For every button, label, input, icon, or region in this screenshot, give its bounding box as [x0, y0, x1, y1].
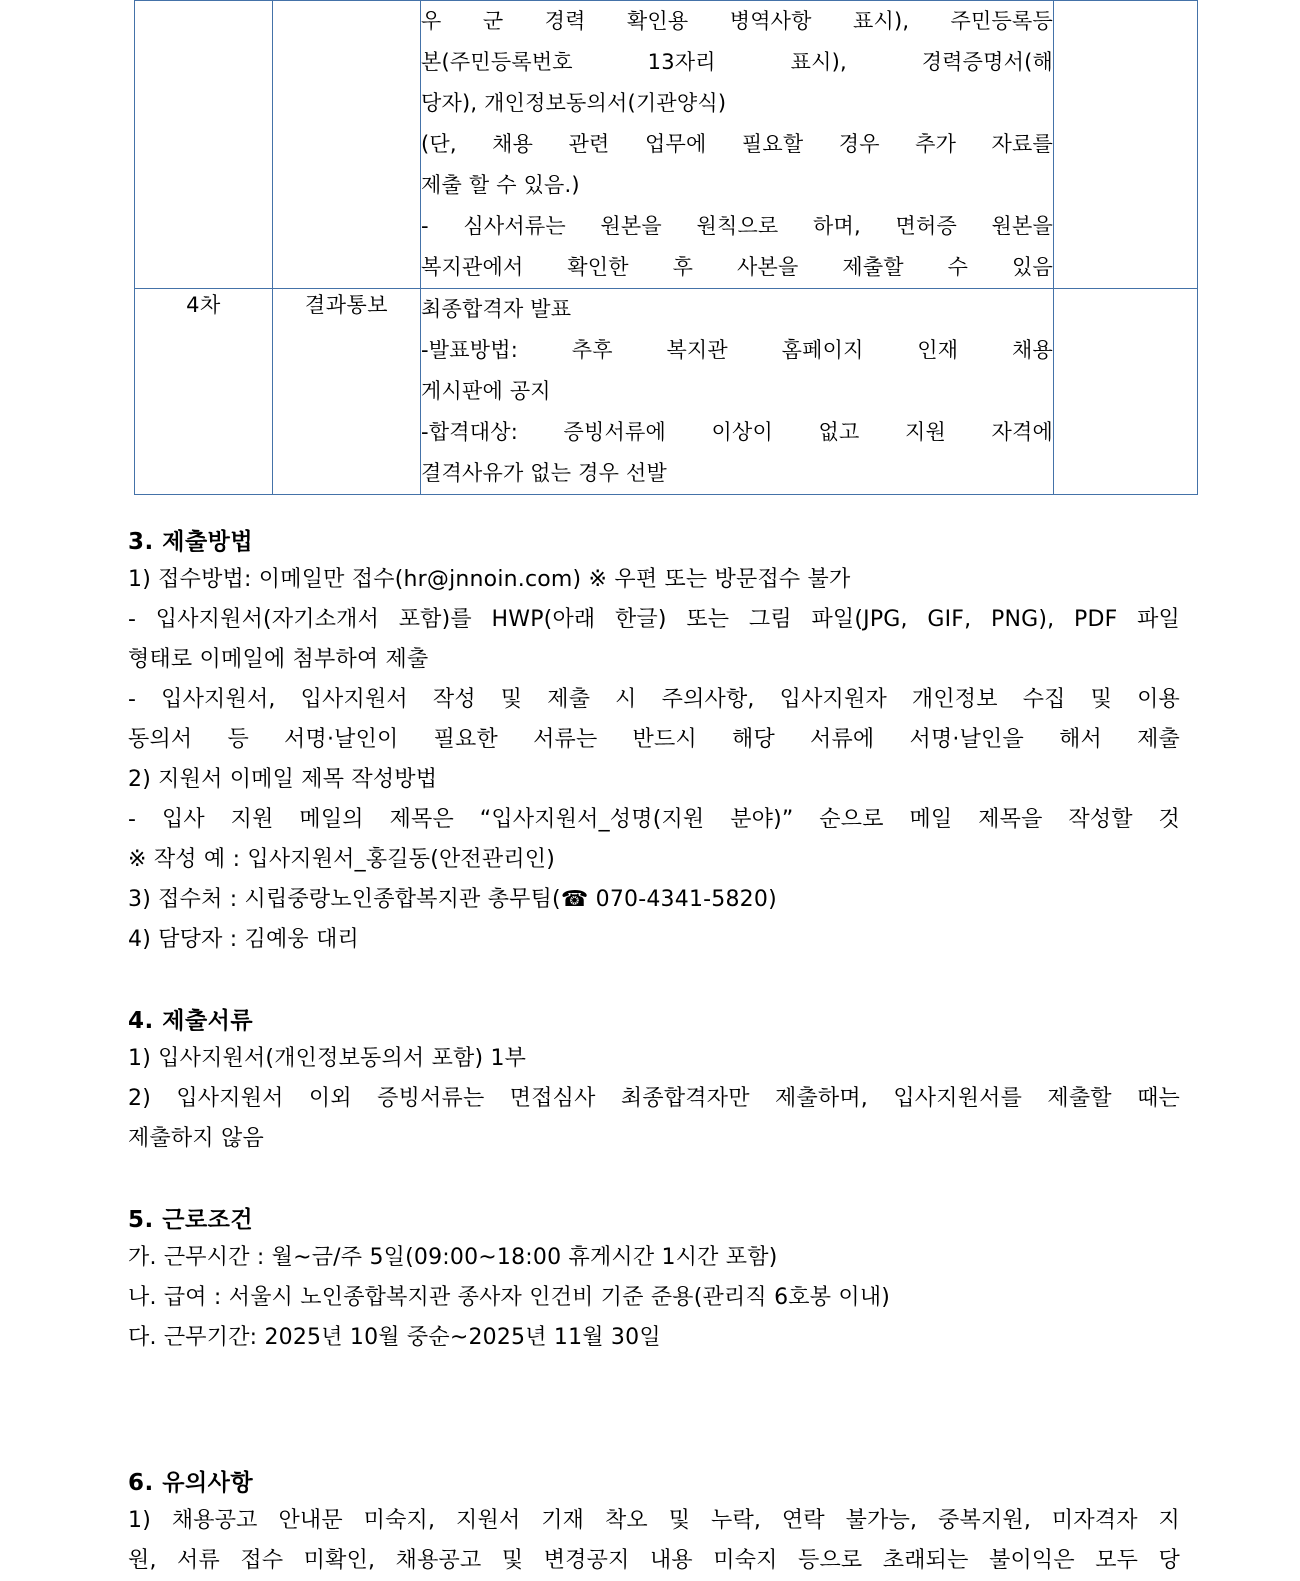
section-line: - 입사지원서, 입사지원서 작성 및 제출 시 주의사항, 입사지원자 개인정보 수집 및 이용 — [128, 687, 1180, 712]
body-line: 게시판에 공지 — [421, 379, 551, 403]
section-title: 6. 유의사항 — [128, 1470, 254, 1496]
section-required-documents — [120, 1002, 1180, 1159]
section-submission-method — [120, 523, 1180, 960]
body-line: 최종합격자 발표 — [421, 297, 572, 321]
section-line: 2) 입사지원서 이외 증빙서류는 면접심사 최종합격자만 제출하며, 입사지원서를 제출할 때는 — [128, 1086, 1180, 1111]
body-justified-block-2 — [421, 124, 1053, 165]
section-title: 3. 제출방법 — [128, 529, 254, 555]
table-cell-body — [421, 289, 1054, 495]
body-line: -발표방법: 추후 복지관 홈페이지 인재 채용 — [421, 338, 1053, 362]
body-plain-block-4 — [421, 371, 1053, 412]
section-notes — [120, 1464, 1180, 1581]
table-cell-note — [1054, 1, 1198, 289]
section-line: 2) 지원서 이메일 제목 작성방법 — [128, 767, 438, 792]
body-line: - 심사서류는 원본을 원칙으로 하며, 면허증 원본을 — [421, 214, 1053, 238]
recruitment-process-table — [134, 0, 1198, 495]
section-line: 1) 입사지원서(개인정보동의서 포함) 1부 — [128, 1046, 527, 1071]
body-justified-block-5 — [421, 412, 1053, 453]
body-line: 복지관에서 확인한 후 사본을 제출할 수 있음 — [421, 255, 1053, 279]
body-line: 본(주민등록번호 13자리 표시), 경력증명서(해 — [421, 50, 1053, 74]
section-line: 제출하지 않음 — [128, 1126, 264, 1151]
table-row — [135, 1, 1198, 289]
table-cell-name: 결과통보 — [273, 289, 421, 495]
section-line: 나. 급여 : 서울시 노인종합복지관 종사자 인건비 기준 준용(관리직 6호봉 이내) — [128, 1285, 891, 1310]
body-plain-block-5 — [421, 453, 1053, 494]
body-justified-block-4 — [421, 330, 1053, 371]
section-line: 동의서 등 서명·날인이 필요한 서류는 반드시 해당 서류에 서명·날인을 해서 제출 — [128, 727, 1180, 752]
section-line: 가. 근무시간 : 월~금/주 5일(09:00~18:00 휴게시간 1시간 포함) — [128, 1245, 778, 1270]
section-line: 형태로 이메일에 첨부하여 제출 — [128, 647, 429, 672]
table-cell-step — [135, 1, 273, 289]
body-plain-block-3 — [421, 289, 1053, 330]
body-line: (단, 채용 관련 업무에 필요할 경우 추가 자료를 — [421, 132, 1053, 156]
section-line: 1) 접수방법: 이메일만 접수(hr@jnnoin.com) ※ 우편 또는 방문접수 불가 — [128, 567, 851, 592]
section-line: - 입사 지원 메일의 제목은 “입사지원서_성명(지원 분야)” 순으로 메일 제목을 작성할 것 — [128, 807, 1180, 832]
section-title: 4. 제출서류 — [128, 1008, 254, 1034]
section-line: 원, 서류 접수 미확인, 채용공고 및 변경공지 내용 미숙지 등으로 초래되는 불이익은 모두 당 — [128, 1548, 1180, 1573]
body-justified-block-3 — [421, 206, 1053, 288]
section-line: - 입사지원서(자기소개서 포함)를 HWP(아래 한글) 또는 그림 파일(JPG, GIF, PNG), PDF 파일 — [128, 607, 1180, 632]
body-plain-block-2 — [421, 165, 1053, 206]
table-cell-note — [1054, 289, 1198, 495]
body-line: 당자), 개인정보동의서(기관양식) — [421, 91, 727, 115]
body-line: 우 군 경력 확인용 병역사항 표시), 주민등록등 — [421, 9, 1053, 33]
section-working-conditions — [120, 1201, 1180, 1358]
table-cell-name — [273, 1, 421, 289]
section-line: 1) 채용공고 안내문 미숙지, 지원서 기재 착오 및 누락, 연락 불가능, 중복지원, 미자격자 지 — [128, 1508, 1180, 1533]
section-line-manager: 4) 담당자 : 김예웅 대리 — [128, 927, 359, 952]
body-plain-block — [421, 83, 1053, 124]
table-cell-step: 4차 — [135, 289, 273, 495]
body-line: 결격사유가 없는 경우 선발 — [421, 461, 667, 485]
table-row — [135, 289, 1198, 495]
section-line-contact: 3) 접수처 : 시립중랑노인종합복지관 총무팀(☎ 070-4341-5820) — [128, 887, 777, 912]
body-line: 제출 할 수 있음.) — [421, 173, 580, 197]
section-title: 5. 근로조건 — [128, 1207, 254, 1233]
section-line: 다. 근무기간: 2025년 10월 중순~2025년 11월 30일 — [128, 1325, 661, 1350]
body-line: -합격대상: 증빙서류에 이상이 없고 지원 자격에 — [421, 420, 1053, 444]
table-cell-body — [421, 1, 1054, 289]
section-line: ※ 작성 예 : 입사지원서_홍길동(안전관리인) — [128, 847, 556, 872]
body-justified-block — [421, 1, 1053, 83]
